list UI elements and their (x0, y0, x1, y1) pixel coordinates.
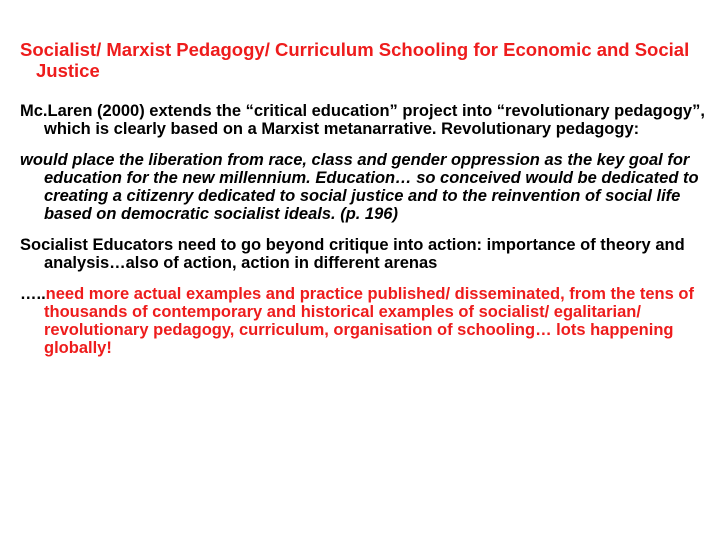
quote-paragraph: would place the liberation from race, class and gender oppression as the key goal for education for the new millennium. Education… so conceived would be dedicated to creating a citizenry dedicated to social justice and to the reinvention of social life based on democratic socialist ideals. (p. 196) (20, 151, 699, 223)
slide-title: Socialist/ Marxist Pedagogy/ Curriculum Schooling for Economic and Social Justice (20, 39, 690, 81)
closing-text: need more actual examples and practice published/ disseminated, from the tens of thousands of contemporary and historical examples of socialist/ egalitarian/ revolutionary pedagogy, curriculum, organisation of schooling… lots happening globally! (44, 285, 694, 357)
slide (20, 39, 710, 370)
educators-paragraph: Socialist Educators need to go beyond critique into action: importance of theory and analysis…also of action, action in different arenas (20, 236, 685, 272)
intro-paragraph: Mc.Laren (2000) extends the “critical education” project into “revolutionary pedagogy”, which is clearly based on a Marxist metanarrative. Revolutionary pedagogy: (20, 102, 705, 138)
closing-ellipsis: ….. (20, 285, 46, 303)
closing-paragraph (20, 285, 710, 357)
